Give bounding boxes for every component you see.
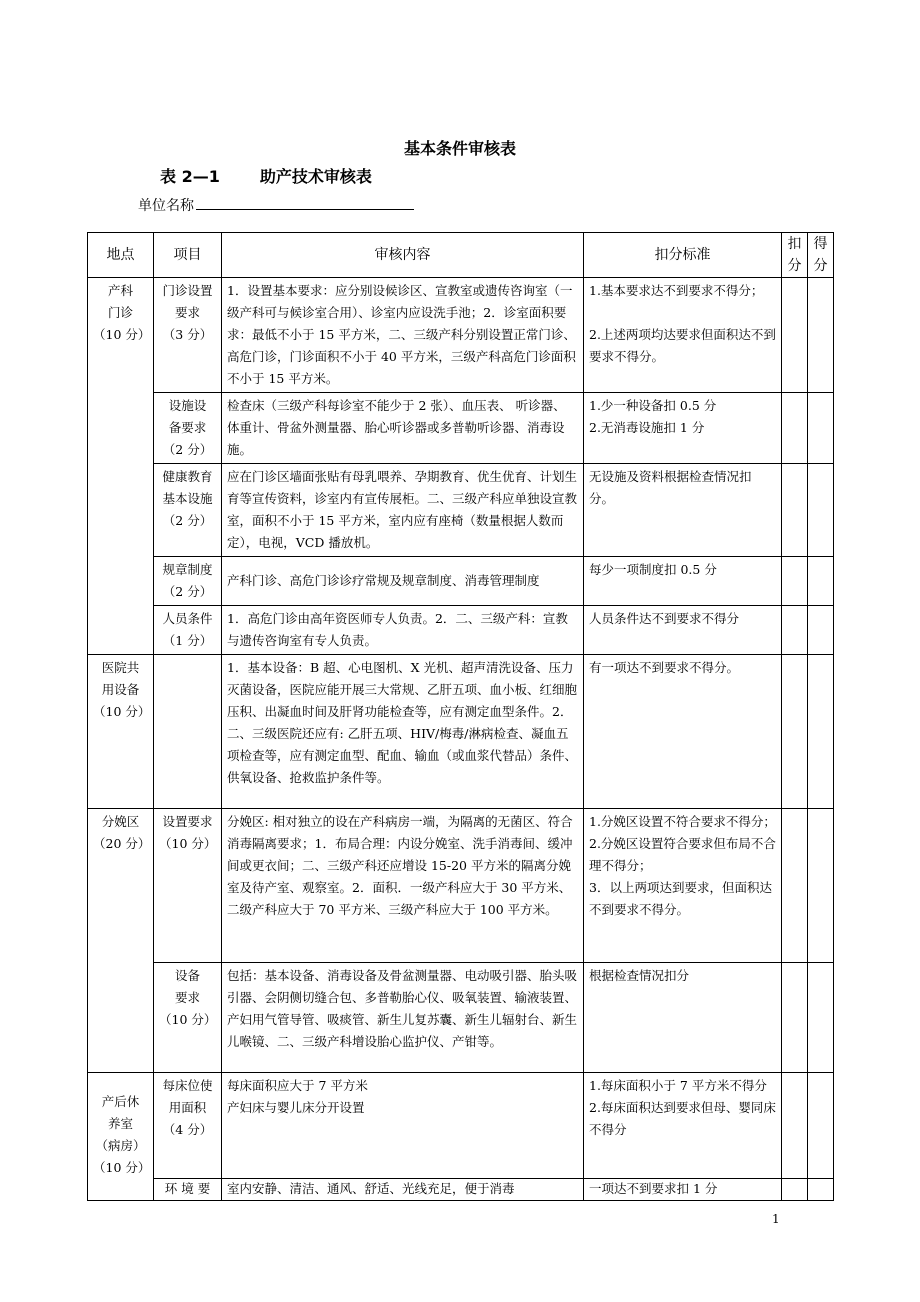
content-cell: 1．高危门诊由高年资医师专人负责。2．二、三级产科：宣教与遗传咨询室有专人负责。: [222, 606, 584, 655]
place-line: 养室: [107, 1116, 133, 1131]
criteria-line: 2.每床面积达到要求但母、婴同床不得分: [589, 1100, 776, 1137]
criteria-cell: 无设施及资料根据检查情况扣分。: [584, 464, 782, 557]
header-item: 项目: [154, 233, 222, 278]
deduct-cell[interactable]: [782, 655, 808, 809]
place-line: （病房）: [95, 1138, 146, 1153]
header-criteria: 扣分标准: [584, 233, 782, 278]
criteria-line: 1.每床面积小于 7 平方米不得分: [589, 1078, 767, 1093]
criteria-line: 2.无消毒设施扣 1 分: [589, 420, 705, 435]
place-line: （10 分）: [93, 704, 151, 719]
criteria-cell: [584, 278, 782, 393]
place-line: （20 分）: [93, 836, 151, 851]
header-deduct: [782, 233, 808, 278]
place-line: 医院共: [101, 660, 140, 675]
item-line: 备要求: [168, 420, 207, 435]
item-line: 设备: [174, 968, 200, 983]
score-cell[interactable]: [808, 1179, 834, 1201]
item-cell: [154, 963, 222, 1073]
audit-table: [87, 232, 834, 1201]
item-cell: [154, 393, 222, 464]
deduct-cell[interactable]: [782, 393, 808, 464]
deduct-cell[interactable]: [782, 809, 808, 963]
content-cell: 产科门诊、高危门诊诊疗常规及规章制度、消毒管理制度: [222, 557, 584, 606]
criteria-cell: 根据检查情况扣分: [584, 963, 782, 1073]
criteria-cell: [584, 1073, 782, 1179]
table-row: [88, 1073, 834, 1179]
place-line: 产科: [107, 283, 133, 298]
place-cell: [88, 655, 154, 809]
score-cell[interactable]: [808, 809, 834, 963]
item-line: （2 分）: [162, 584, 213, 599]
criteria-line: [589, 302, 776, 324]
content-line: 每床面积应大于 7 平方米: [227, 1078, 368, 1093]
item-line: 规章制度: [162, 562, 213, 577]
table-row: [88, 464, 834, 557]
score-cell[interactable]: [808, 963, 834, 1073]
place-cell: [88, 809, 154, 1073]
deduct-cell[interactable]: [782, 1073, 808, 1179]
header-deduct-line: 扣: [787, 236, 802, 252]
item-line: （2 分）: [162, 513, 213, 528]
criteria-line: 2.上述两项均达要求但面积达不到要求不得分。: [589, 327, 776, 364]
table-row: [88, 606, 834, 655]
content-cell: 1．基本设备：B 超、心电图机、X 光机、超声清洗设备、压力灭菌设备，医院应能开展三大常规、乙肝五项、血小板、红细胞压积、出凝血时间及肝肾功能检查等，应有测定血型条件。2．二、三级医院还应有: 乙肝五项、HIV/梅毒/淋病检查、凝血五项检查等，应有测定血型、配血、输血（或血浆代替品）条件、供氧设备、抢救监护条件等。: [222, 655, 584, 809]
place-line: （10 分）: [93, 1160, 151, 1175]
item-line: 设施设: [168, 398, 207, 413]
item-cell: [154, 655, 222, 809]
item-line: 门诊设置: [162, 283, 213, 298]
deduct-cell[interactable]: [782, 464, 808, 557]
table-row: [88, 278, 834, 393]
deduct-cell[interactable]: [782, 963, 808, 1073]
criteria-line: 1.分娩区设置不符合要求不得分；: [589, 814, 776, 829]
criteria-cell: 一项达不到要求扣 1 分: [584, 1179, 782, 1201]
unit-name-line: [138, 194, 414, 215]
unit-name-label: 单位名称: [138, 198, 194, 214]
criteria-cell: [584, 809, 782, 963]
item-line: 环 境 要: [164, 1181, 211, 1196]
header-content: 审核内容: [222, 233, 584, 278]
criteria-line: 2.分娩区设置符合要求但布局不合理不得分；: [589, 836, 776, 873]
item-line: 用面积: [168, 1100, 207, 1115]
item-line: （4 分）: [162, 1122, 213, 1137]
score-cell[interactable]: [808, 464, 834, 557]
item-line: 每床位使: [162, 1078, 213, 1093]
header-score: [808, 233, 834, 278]
header-deduct-line: 分: [787, 258, 802, 274]
header-row: [88, 233, 834, 278]
criteria-line: 1.少一种设备扣 0.5 分: [589, 398, 717, 413]
item-cell: [154, 606, 222, 655]
place-line: （10 分）: [93, 327, 151, 342]
item-cell: [154, 464, 222, 557]
table-row: [88, 1179, 834, 1201]
content-line: 产妇床与婴儿床分开设置: [227, 1100, 365, 1115]
criteria-cell: [584, 393, 782, 464]
deduct-cell[interactable]: [782, 557, 808, 606]
content-cell: [222, 1073, 584, 1179]
item-cell: [154, 1073, 222, 1179]
item-line: （10 分）: [159, 836, 217, 851]
item-line: 健康教育: [162, 469, 213, 484]
item-line: （1 分）: [162, 633, 213, 648]
item-cell: [154, 278, 222, 393]
page-number: 1: [772, 1212, 780, 1226]
item-line: （3 分）: [162, 327, 213, 342]
header-score-line: 分: [813, 258, 828, 274]
item-cell: [154, 557, 222, 606]
table-number: 表 2—1: [160, 167, 220, 186]
header-place: 地点: [88, 233, 154, 278]
document-title: 基本条件审核表: [403, 139, 516, 158]
item-cell: [154, 1179, 222, 1201]
place-line: 用设备: [101, 682, 140, 697]
table-row: [88, 393, 834, 464]
item-line: （10 分）: [159, 1012, 217, 1027]
score-cell[interactable]: [808, 1073, 834, 1179]
score-cell[interactable]: [808, 557, 834, 606]
deduct-cell[interactable]: [782, 606, 808, 655]
unit-name-blank[interactable]: [196, 194, 414, 210]
table-subtitle: [160, 164, 372, 187]
table-row: [88, 655, 834, 809]
deduct-cell[interactable]: [782, 278, 808, 393]
deduct-cell[interactable]: [782, 1179, 808, 1201]
table-row: [88, 809, 834, 963]
item-cell: [154, 809, 222, 963]
score-cell[interactable]: [808, 393, 834, 464]
place-line: 产后休: [101, 1094, 140, 1109]
content-cell: 1．设置基本要求：应分别设候诊区、宣教室或遗传咨询室（一级产科可与候诊室合用）、诊室内应设洗手池；2．诊室面积要求：最低不小于 15 平方米，二、三级产科分别设置正常门诊、高危门诊，门诊面积不小于 40 平方米，三级产科高危门诊面积不小于 15 平方米。: [222, 278, 584, 393]
item-line: 设置要求: [162, 814, 213, 829]
criteria-line: 3．以上两项达到要求，但面积达不到要求不得分。: [589, 880, 772, 917]
table-name: 助产技术审核表: [259, 167, 372, 186]
item-line: （2 分）: [162, 442, 213, 457]
place-line: 分娩区: [101, 814, 140, 829]
table-row: [88, 557, 834, 606]
item-line: 要求: [174, 990, 200, 1005]
item-line: 基本设施: [162, 491, 213, 506]
criteria-line: 1.基本要求达不到要求不得分；: [589, 283, 764, 298]
content-cell: 检查床（三级产科每诊室不能少于 2 张）、血压表、 听诊器、体重计、骨盆外测量器、胎心听诊器或多普勒听诊器、消毒设施。: [222, 393, 584, 464]
score-cell[interactable]: [808, 655, 834, 809]
criteria-cell: 每少一项制度扣 0.5 分: [584, 557, 782, 606]
content-cell: 包括：基本设备、消毒设备及骨盆测量器、电动吸引器、胎头吸引器、会阴侧切缝合包、多普勒胎心仪、吸氧装置、输液装置、产妇用气管导管、吸痰管、新生儿复苏囊、新生儿辐射台、新生儿喉镜、二、三级产科增设胎心监护仪、产钳等。: [222, 963, 584, 1073]
criteria-cell: 人员条件达不到要求不得分: [584, 606, 782, 655]
table-row: [88, 963, 834, 1073]
score-cell[interactable]: [808, 278, 834, 393]
content-cell: 应在门诊区墙面张贴有母乳喂养、孕期教育、优生优育、计划生育等宣传资料，诊室内有宣传展柜。二、三级产科应单独设宣教室，面积不小于 15 平方米，室内应有座椅（数量根据人数而定），电视，VCD 播放机。: [222, 464, 584, 557]
criteria-cell: 有一项达不到要求不得分。: [584, 655, 782, 809]
place-line: 门诊: [107, 305, 133, 320]
score-cell[interactable]: [808, 606, 834, 655]
item-line: 要求: [174, 305, 200, 320]
place-cell: [88, 1073, 154, 1201]
item-line: 人员条件: [162, 611, 213, 626]
place-cell: [88, 278, 154, 655]
header-score-line: 得: [813, 236, 828, 252]
content-cell: 室内安静、清洁、通风、舒适、光线充足，便于消毒: [222, 1179, 584, 1201]
content-cell: 分娩区: 相对独立的设在产科病房一端，为隔离的无菌区、符合消毒隔离要求；1．布局合理：内设分娩室、洗手消毒间、缓冲间或更衣间；二、三级产科还应增设 15-20 平方米的隔离分娩室及待产室、观察室。2．面积．一级产科应大于 30 平方米、二级产科应大于 70 平方米、三级产科应大于 100 平方米。: [222, 809, 584, 963]
